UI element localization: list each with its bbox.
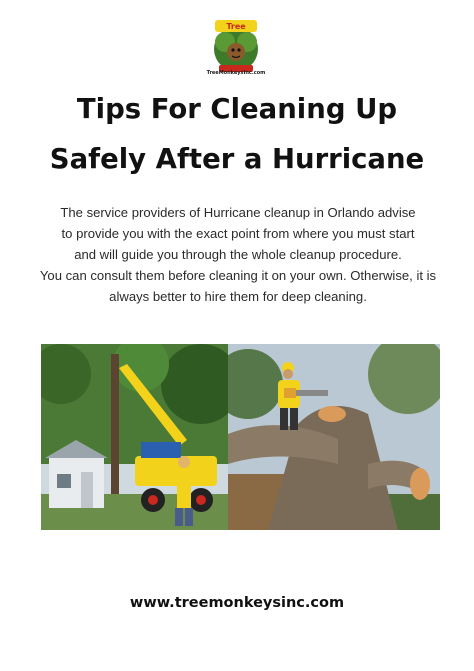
body-line-5: always better to hire them for deep cleaning. [109,289,367,304]
tree-cutting-worker-photo [228,344,440,530]
body-line-1: The service providers of Hurricane cleanup in Orlando advise [60,205,416,220]
page-title [40,84,434,184]
website-url[interactable]: www.treemonkeysinc.com [129,595,345,611]
title-line-1: Tips For Cleaning Up [76,93,398,125]
bucket-lift-truck-photo [41,344,228,530]
title-line-2: Safely After a Hurricane [49,143,425,175]
logo-caption: TreeMonkeysInc.com [206,70,266,76]
body-line-3: and will guide you through the whole cleanup procedure. [74,247,402,262]
svg-text:Tree: Tree [226,22,246,31]
body-line-4: You can consult them before cleaning it on your own. Otherwise, it is [39,268,437,283]
tree-monkeys-logo [205,16,267,78]
body-line-2: to provide you with the exact point from where you must start [61,226,415,241]
body-paragraph [24,202,452,307]
